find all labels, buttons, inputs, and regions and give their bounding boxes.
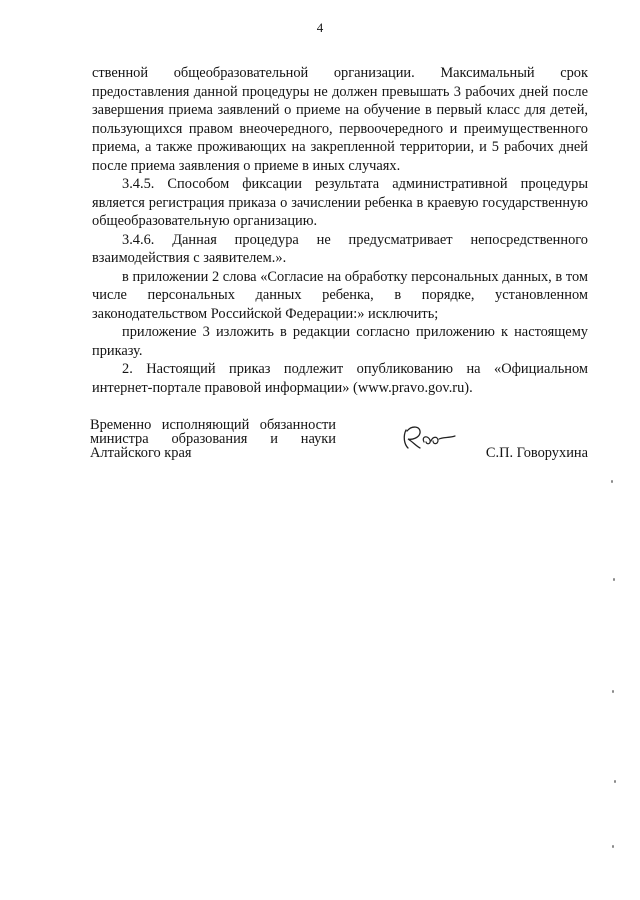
signature-block xyxy=(90,418,590,478)
scan-artifact xyxy=(613,578,615,581)
handwritten-signature xyxy=(400,422,458,452)
paragraph-publication: 2. Настоящий приказ подлежит опубликованию на «Официальном интернет-портале правовой информации» (www.pravo.gov.ru). xyxy=(92,361,588,396)
paragraph-3-4-5: 3.4.5. Способом фиксации результата административной процедуры является регистрация приказа о зачислении ребенка в краевую государственную общеобразовательную организацию. xyxy=(92,176,588,229)
scan-artifact xyxy=(612,690,614,693)
document-body xyxy=(92,64,588,397)
paragraph-3-4-6: 3.4.6. Данная процедура не предусматривает непосредственного взаимодействия с заявителем.». xyxy=(92,231,588,266)
scan-artifact xyxy=(611,480,613,483)
scan-artifact xyxy=(612,845,614,848)
scan-artifact xyxy=(614,780,616,783)
paragraph-continuation: ственной общеобразовательной организации. Максимальный срок предоставления данной процедуры не должен превышать 3 рабочих дней после завершения приема заявлений о приеме на обучение в первый класс для детей, пользующихся правом внеочередного, первоочередного и преимущественного приема, а также проживающих на закрепленной территории, и 5 рабочих дней после приема заявления о приеме в иных случаях. xyxy=(92,65,588,174)
signer-title-line: Временно исполняющий обязанности xyxy=(90,417,336,433)
signer-name: С.П. Говорухина xyxy=(485,445,588,461)
signer-title-line: Алтайского края xyxy=(90,445,192,461)
signer-title-line: министра образования и науки xyxy=(90,431,336,447)
signer-title xyxy=(90,418,336,460)
paragraph-appendix-2: в приложении 2 слова «Согласие на обработку персональных данных, в том числе персональных данных ребенка, в порядке, установленном законодательством Российской Федерации:» исключить; xyxy=(92,268,588,322)
page-number: 4 xyxy=(316,20,324,35)
paragraph-appendix-3: приложение 3 изложить в редакции согласно приложению к настоящему приказу. xyxy=(92,324,588,359)
